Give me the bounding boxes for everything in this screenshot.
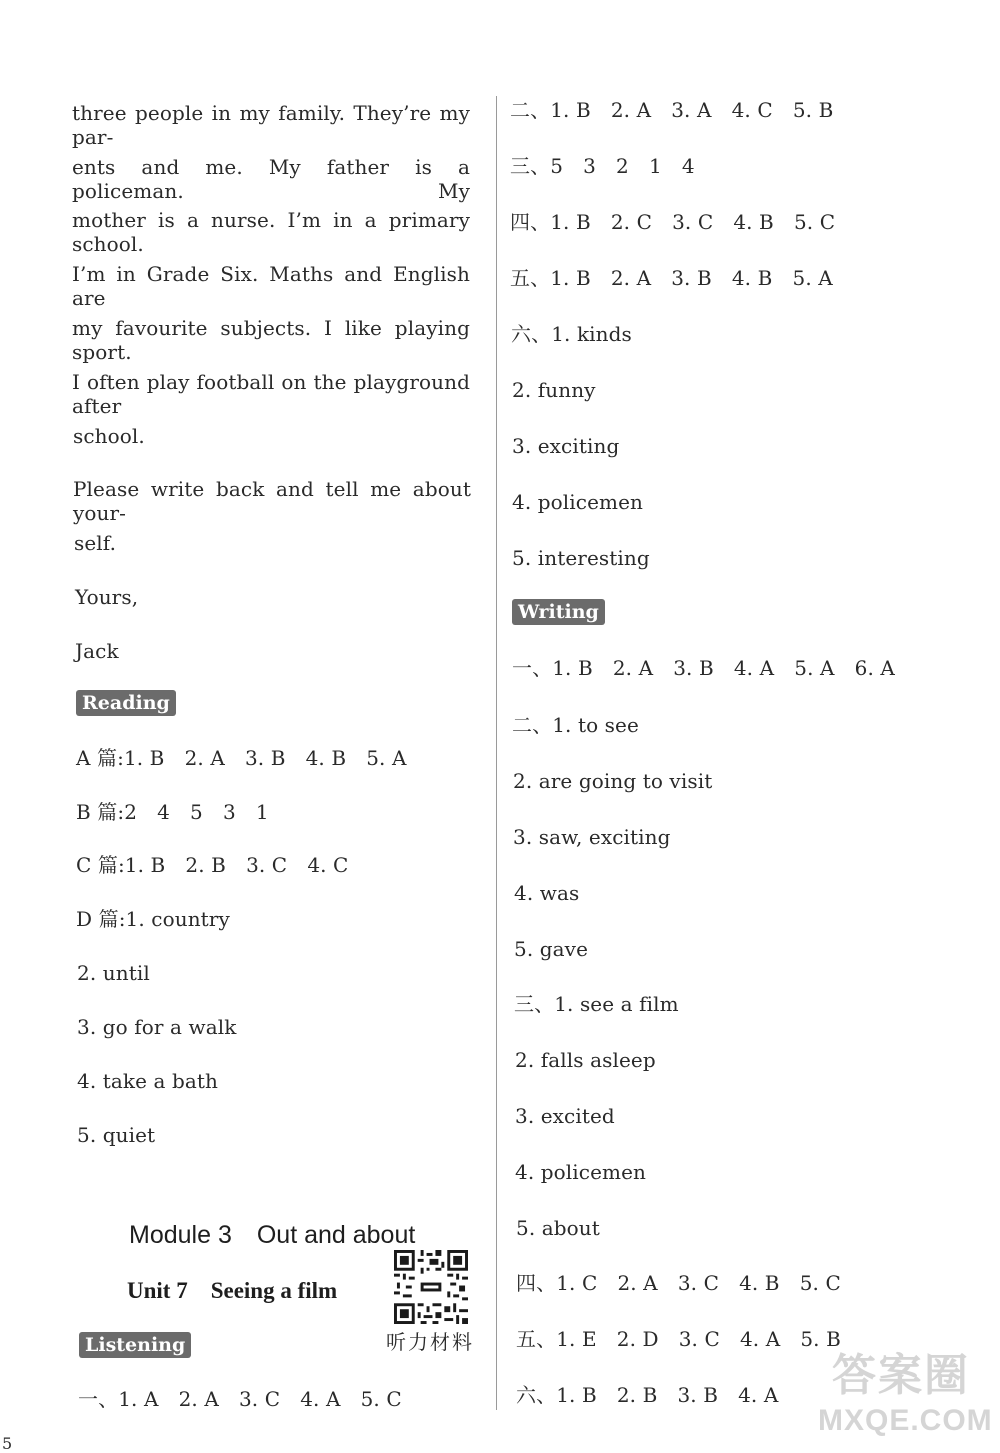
- letter-line: I’m in Grade Six. Maths and English are: [72, 262, 470, 310]
- listening-section-label: Listening: [79, 1332, 191, 1358]
- answer-line: D 篇:1. country: [76, 907, 230, 931]
- watermark: [818, 1351, 993, 1442]
- answer-line: 4. policemen: [515, 1160, 646, 1184]
- answer-line: 3. go for a walk: [77, 1015, 237, 1039]
- answer-line: 5. quiet: [77, 1123, 156, 1147]
- letter-signature: Jack: [75, 639, 119, 663]
- letter-closing: Yours,: [75, 585, 139, 609]
- answer-line: 六、1. B 2. B 3. B 4. A: [516, 1383, 779, 1407]
- page-number: 5: [2, 1434, 13, 1453]
- answer-line: A 篇:1. B 2. A 3. B 4. B 5. A: [76, 746, 407, 770]
- answer-line: 4. take a bath: [77, 1069, 219, 1093]
- letter-line: mother is a nurse. I’m in a primary school.: [72, 208, 470, 256]
- watermark-top: 答案圈: [832, 1351, 970, 1400]
- answer-line: 六、1. kinds: [511, 322, 632, 346]
- answer-line: 2. until: [77, 961, 150, 985]
- unit-title: Unit 7 Seeing a film: [127, 1278, 338, 1303]
- answer-line: 5. gave: [514, 937, 589, 961]
- answer-line: 4. was: [514, 881, 580, 905]
- answer-line: 3. exciting: [512, 434, 620, 458]
- answer-line: 4. policemen: [512, 490, 643, 514]
- answer-line: 2. funny: [512, 378, 596, 402]
- letter-line: my favourite subjects. I like playing sport.: [72, 316, 470, 364]
- answer-line: 2. are going to visit: [513, 769, 713, 793]
- answer-line: 3. saw, exciting: [513, 825, 671, 849]
- answer-line: 四、1. B 2. C 3. C 4. B 5. C: [510, 210, 836, 234]
- answer-line: C 篇:1. B 2. B 3. C 4. C: [76, 853, 349, 877]
- answer-line: 一、1. B 2. A 3. B 4. A 5. A 6. A: [512, 656, 895, 680]
- letter-line: I often play football on the playground after: [72, 370, 470, 418]
- answer-line: 五、1. E 2. D 3. C 4. A 5. B: [516, 1327, 841, 1351]
- answer-line: 二、1. to see: [512, 713, 639, 737]
- answer-line: 2. falls asleep: [515, 1048, 656, 1072]
- answer-line: 二、1. B 2. A 3. A 4. C 5. B: [510, 98, 834, 122]
- watermark-bottom: MXQE.COM: [818, 1404, 993, 1437]
- answer-line: 三、1. see a film: [514, 992, 679, 1016]
- answer-line: 3. excited: [515, 1104, 615, 1128]
- answer-line: 5. about: [516, 1216, 600, 1240]
- answer-line: 四、1. C 2. A 3. C 4. B 5. C: [516, 1271, 841, 1295]
- column-divider: [496, 96, 497, 1410]
- answer-line: 五、1. B 2. A 3. B 4. B 5. A: [510, 266, 833, 290]
- answer-line: 三、5 3 2 1 4: [510, 154, 695, 178]
- answer-line: B 篇:2 4 5 3 1: [76, 800, 269, 824]
- letter-line: ents and me. My father is a policeman. My: [72, 155, 470, 203]
- letter-line: school.: [73, 424, 145, 448]
- letter-line: three people in my family. They’re my par-: [72, 101, 470, 149]
- reading-section-label: Reading: [76, 690, 176, 716]
- writing-section-label: Writing: [512, 599, 605, 625]
- module-title: Module 3 Out and about: [129, 1221, 416, 1249]
- answer-line: 一、1. A 2. A 3. C 4. A 5. C: [78, 1387, 402, 1411]
- answer-line: 5. interesting: [512, 546, 650, 570]
- letter-line: Please write back and tell me about your-: [73, 477, 471, 525]
- qr-caption: 听力材料: [386, 1330, 474, 1354]
- qr-code-icon[interactable]: [394, 1250, 468, 1324]
- letter-line: self.: [74, 531, 117, 555]
